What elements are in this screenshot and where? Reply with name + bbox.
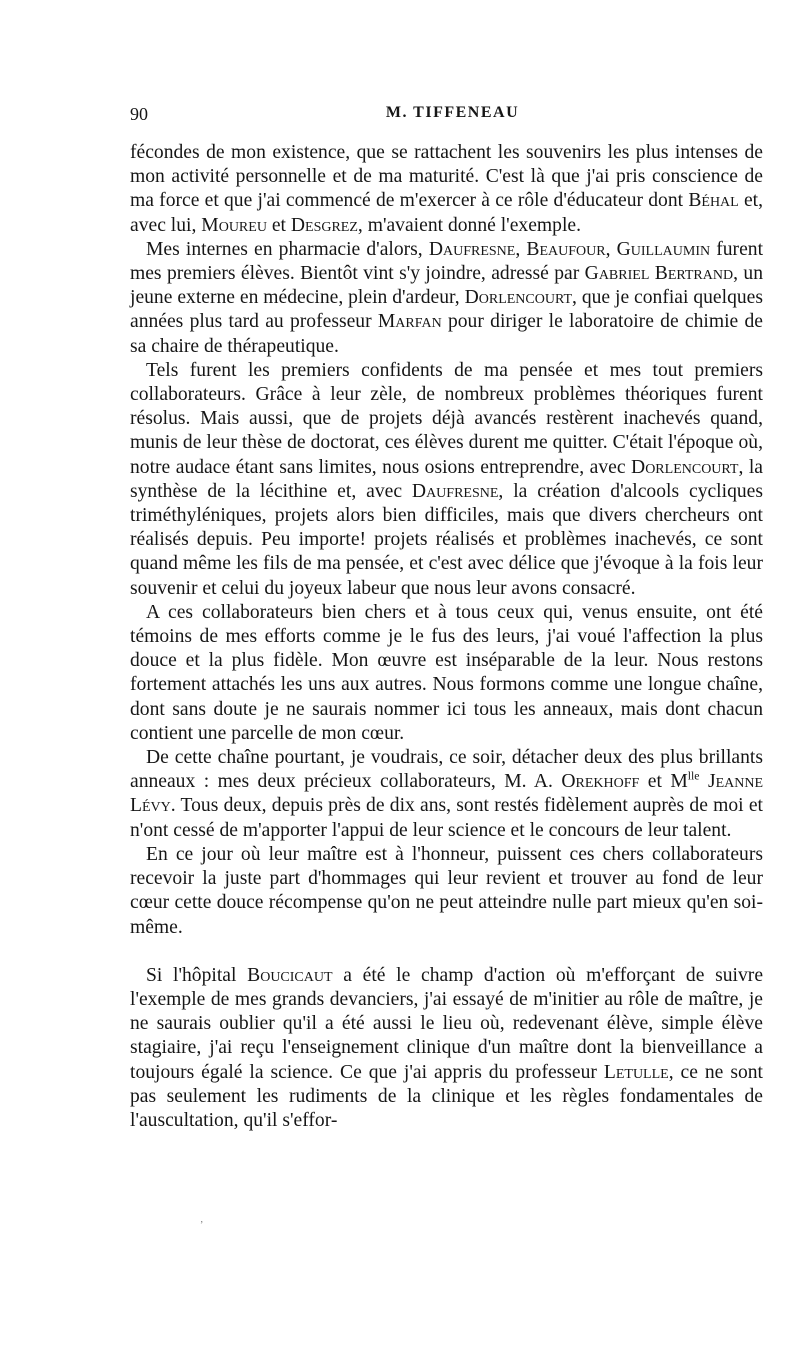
person-name: Dorlencourt — [631, 456, 739, 478]
text-run: Mes internes en pharmacie d'alors, — [146, 238, 429, 260]
running-title: M. TIFFENEAU — [385, 104, 520, 121]
text-run — [700, 771, 708, 792]
person-name: Moureu — [201, 214, 267, 236]
text-run: pour diriger le laboratoire de chimie de sa chaire de thérapeutique. — [130, 311, 763, 357]
paragraph-1 — [130, 141, 763, 238]
text-run: . Tous deux, depuis près de dix ans, sont restés fidèlement auprès de moi et n'ont cessé de m'apporter l'appui de leur science et le concours de leur talent. — [130, 795, 763, 841]
body-text — [130, 141, 763, 1133]
person-name: Beaufour — [526, 238, 606, 260]
text-run: furent mes premiers élèves. Bientôt vint s'y joindre, adressé par — [130, 238, 764, 285]
text-run: , la création d'alcools cycliques triméthyléniques, projets alors bien difficiles, mais que divers chercheurs ont réalisés depuis. Peu importe! projets réalisés et problèmes inachevés, ce sont quand même les fils de ma pensée, et c'est avec délice que j'évoque à la fois leur souvenir et celui du joyeux labeur que nous leur avons consacré. — [130, 480, 763, 599]
person-name: Guillaumin — [616, 238, 711, 260]
text-run: , — [605, 238, 617, 260]
text-run: , — [515, 238, 527, 260]
page-number: 90 — [130, 104, 148, 124]
text-run: et — [266, 214, 291, 236]
paragraph-5 — [130, 746, 763, 843]
paragraph-6 — [130, 843, 763, 940]
text-run: et, avec lui, — [130, 190, 764, 236]
text-run: De cette chaîne pourtant, je voudrais, ce soir, détacher deux des plus brillants anneaux : mes deux précieux collaborateurs, M. A. — [130, 747, 763, 793]
text-run: Tels furent les premiers confidents de ma pensée et mes tout premiers collaborateurs. Grâce à leur zèle, de nombreux problèmes théoriques furent résolus. Mais aussi, que de projets déjà avancés restèrent inachevés quand, munis de leur thèse de doctorat, ces élèves durent me quitter. C'était l'époque où, notre audace étant sans limites, nous osions entreprendre, avec — [130, 359, 763, 478]
text-run: , la synthèse de la lécithine et, avec — [130, 456, 764, 502]
place-name: Boucicaut — [247, 964, 333, 986]
person-name: Dorlencourt — [464, 287, 573, 309]
text-run: a été le champ d'action où m'efforçant de suivre l'exemple de mes grands devanciers, j'ai essayé de m'initier au rôle de maître, je ne saurais oublier qu'il a été aussi le lieu où, redevenant élève, simple élève stagiaire, j'ai reçu l'enseignement clinique d'un maître dont la bienveillance a toujours égalé la science. Ce que j'ai appris du professeur — [130, 964, 764, 1083]
paragraph-2 — [130, 238, 763, 359]
running-head — [130, 104, 763, 130]
text-run: , ce ne sont pas seulement les rudiments de la clinique et les règles fondamentales de l'auscultation, qu'il s'effor- — [130, 1061, 763, 1131]
text-run: , un jeune externe en médecine, plein d'ardeur, — [130, 263, 763, 309]
text-run: A ces collaborateurs bien chers et à tous ceux qui, venus ensuite, ont été témoins de mes efforts comme je le fus des leurs, j'ai voué l'affection la plus douce et la plus fidèle. Mon œuvre est inséparable de la leur. Nous restons fortement attachés les uns aux autres. Nous formons comme une longue chaîne, dont sans doute je ne saurais nommer ici tous les anneaux, mais dont chacun contient une parcelle de mon cœur. — [130, 601, 763, 744]
text-run: , m'avaient donné l'exemple. — [357, 214, 581, 236]
text-run: , que je confiai quelques années plus tard au professeur — [130, 287, 763, 333]
person-name: Desgrez — [290, 214, 358, 236]
person-name: Gabriel Bertrand — [584, 263, 734, 285]
text-run: Si l'hôpital — [146, 964, 248, 986]
title-superscript: lle — [687, 769, 700, 783]
person-name: Béhal — [688, 190, 739, 212]
person-name: Jeanne Lévy — [130, 771, 764, 817]
text-run: et M — [639, 771, 688, 793]
paragraph-7 — [130, 964, 763, 1133]
paragraph-4 — [130, 601, 763, 746]
print-mark: ‚ — [200, 1214, 204, 1225]
paragraph-3 — [130, 359, 763, 601]
person-name: Marfan — [377, 311, 442, 333]
text-run: fécondes de mon existence, que se rattachent les souvenirs les plus intenses de mon activité personnelle et de ma maturité. C'est là que j'ai pris conscience de ma force et que j'ai commencé de m'exercer à ce rôle d'éducateur dont — [130, 142, 763, 212]
person-name: Orekhoff — [561, 771, 640, 793]
person-name: Daufresne — [411, 480, 499, 502]
person-name: Letulle — [603, 1061, 669, 1083]
person-name: Daufresne — [428, 238, 516, 260]
text-run: En ce jour où leur maître est à l'honneur, puissent ces chers collaborateurs recevoir la juste part d'hommages qui leur revient et trouver au fond de leur cœur cette douce récompense qu'on ne peut atteindre nulle part mieux qu'en soi-même. — [130, 843, 763, 938]
